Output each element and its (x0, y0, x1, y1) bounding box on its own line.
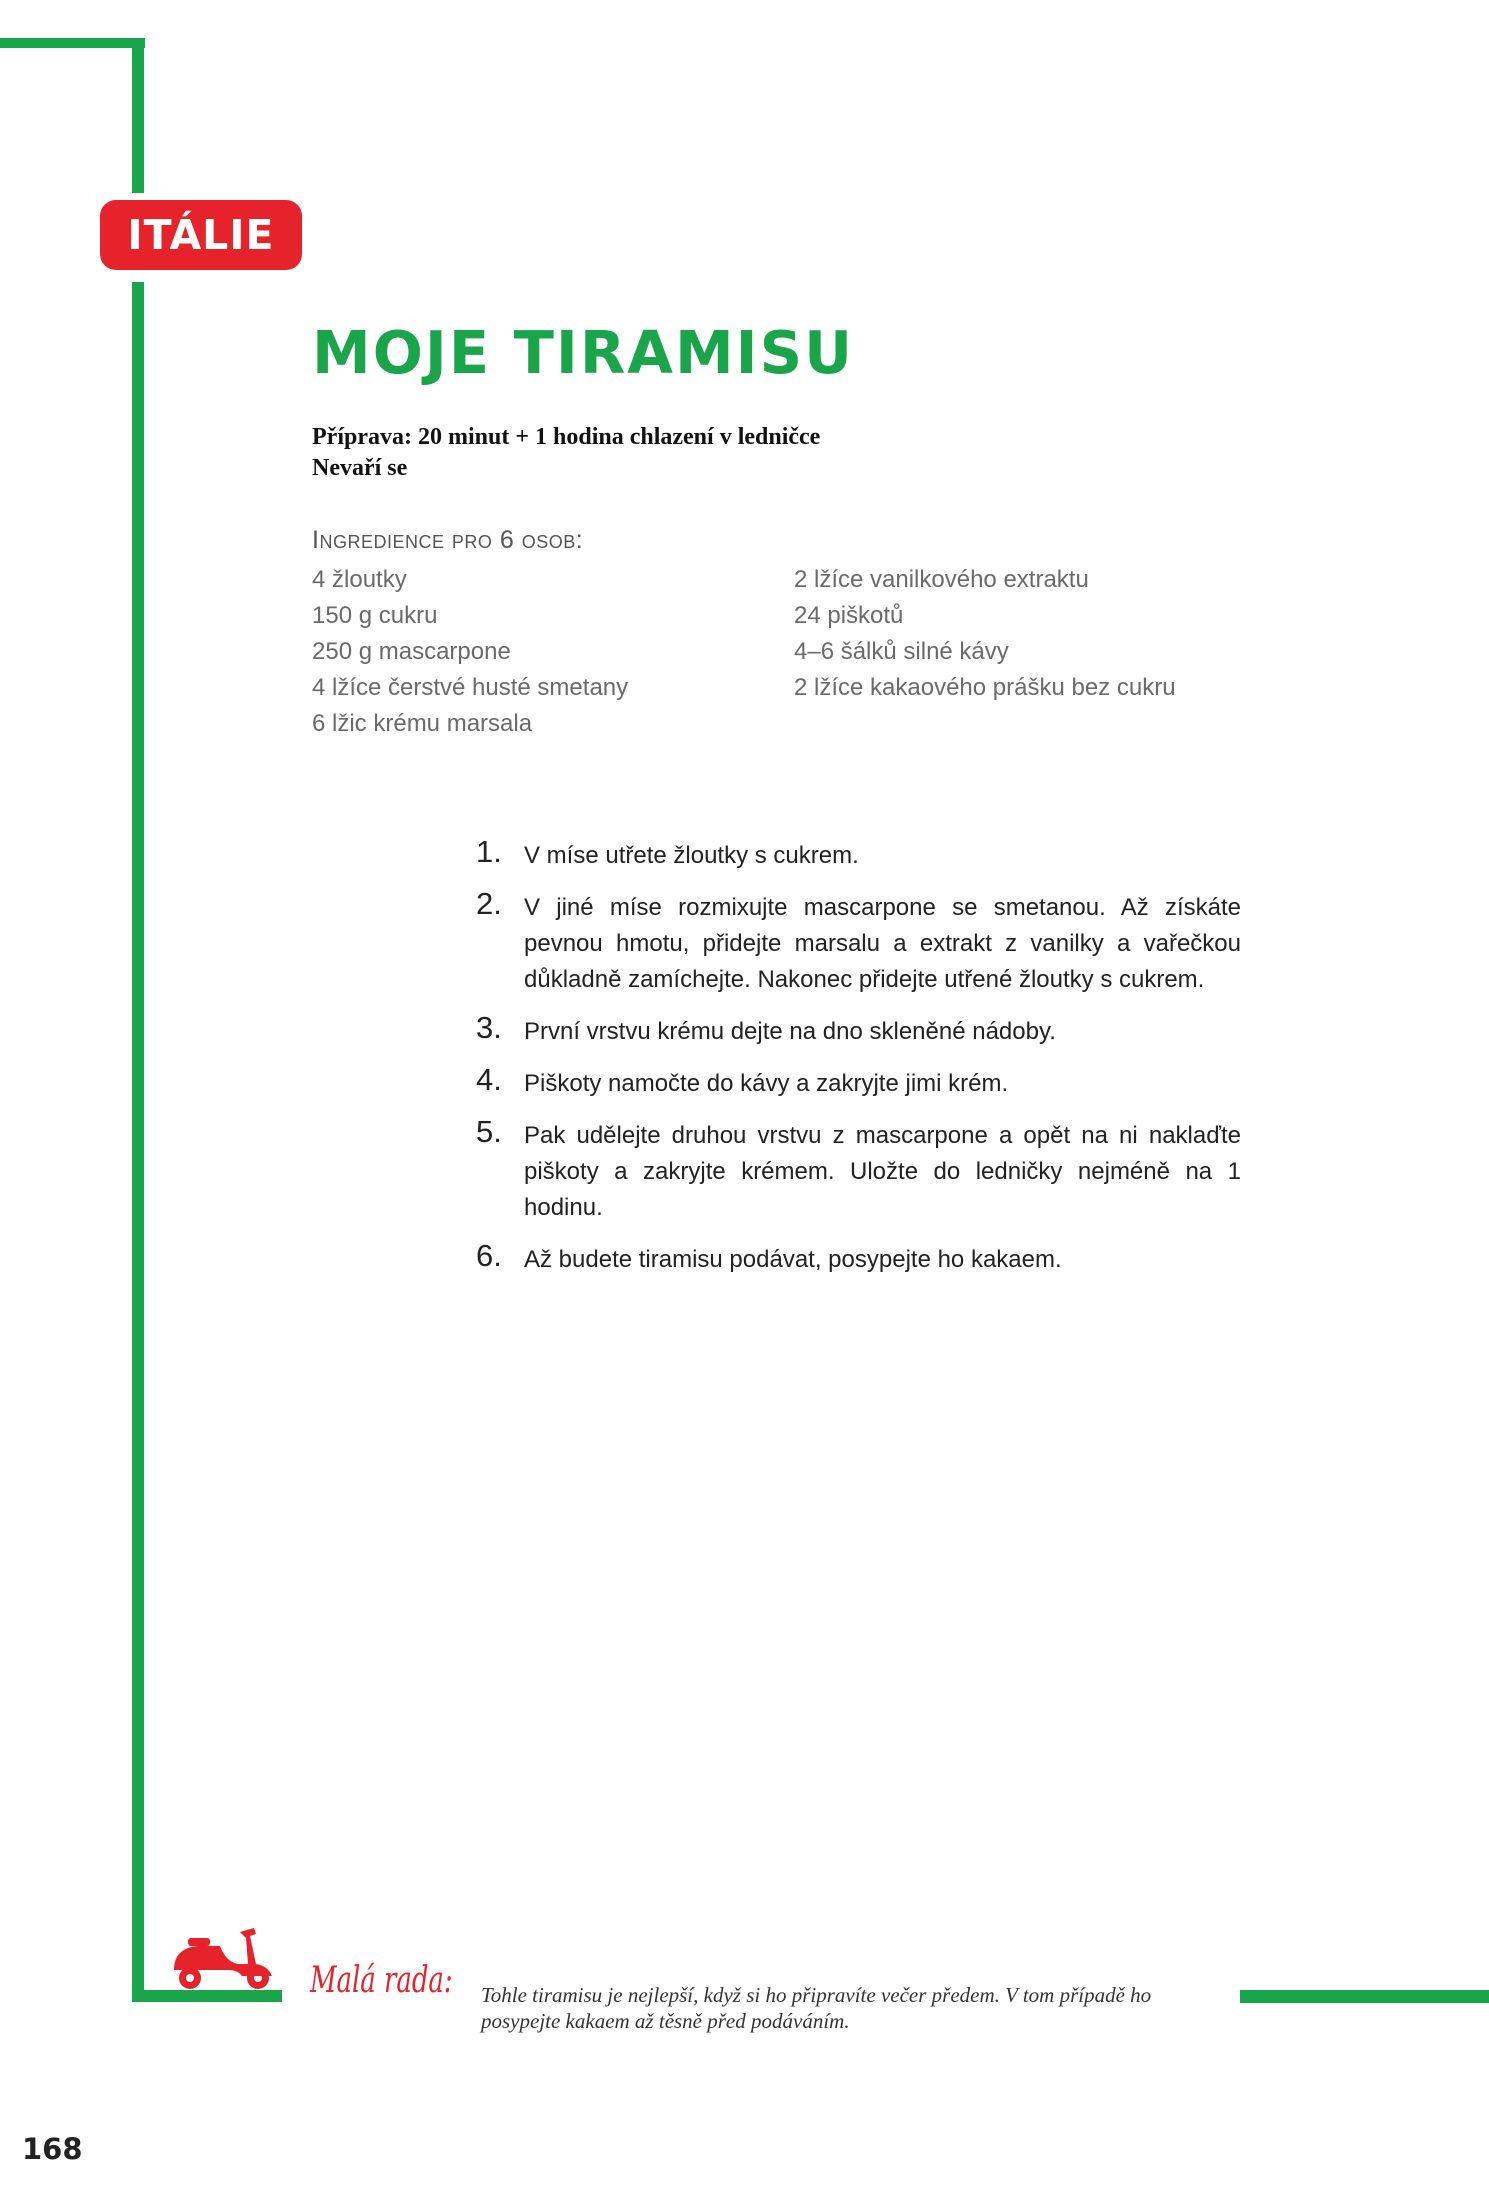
step-text: První vrstvu krému dejte na dno skleněné nádoby. (524, 1018, 1056, 1045)
step-text: V jiné míse rozmixujte mascarpone se smetanou. Až získáte pevnou hmotu, přidejte marsalu a extrakt z vanilky a vařečkou důkladně zamíchejte. Nakonec přidejte utřené žloutky s cukrem. (524, 894, 1241, 993)
ingredient-item: 6 lžic krému marsala (312, 710, 533, 737)
step-text: Až budete tiramisu podávat, posypejte ho kakaem. (524, 1246, 1062, 1273)
scooter-icon (168, 1918, 278, 1992)
section-tag: ITÁLIE (100, 200, 302, 270)
step-number: 1. (476, 834, 502, 869)
prep-time: Příprava: 20 minut + 1 hodina chlazení v ledničce (312, 424, 821, 450)
green-border-right (1240, 1990, 1489, 2003)
prep-info (312, 422, 820, 484)
ingredient-item: 4–6 šálků silné kávy (794, 638, 1009, 665)
ingredient-item: 24 piškotů (794, 602, 904, 629)
ingredients-list-right (794, 562, 1176, 706)
step-text: Piškoty namočte do kávy a zakryjte jimi krém. (524, 1070, 1009, 1097)
step-item (476, 1062, 1241, 1102)
ingredients-list-left (312, 562, 628, 742)
step-number: 4. (476, 1062, 502, 1097)
steps-list (476, 834, 1241, 1294)
step-number: 2. (476, 886, 502, 921)
tip-text: Tohle tiramisu je nejlepší, když si ho připravíte večer předem. V tom případě ho posypejte kakaem až těsně před podáváním. (481, 1983, 1152, 2033)
step-item (476, 1114, 1241, 1226)
cook-note: Nevaří se (312, 455, 408, 481)
tip-label: Malá rada: (310, 1960, 453, 2001)
step-text: Pak udělejte druhou vrstvu z mascarpone a opět na ni naklaďte piškoty a zakryjte krémem. Uložte do ledničky nejméně na 1 hodinu. (524, 1122, 1241, 1221)
ingredient-item: 4 lžíce čerstvé husté smetany (312, 674, 629, 701)
green-border-top (0, 38, 145, 48)
step-item (476, 1238, 1241, 1278)
ingredient-item: 2 lžíce kakaového prášku bez cukru (794, 674, 1176, 701)
green-border-left (132, 282, 144, 2002)
step-item (476, 1010, 1241, 1050)
ingredient-item: 2 lžíce vanilkového extraktu (794, 566, 1089, 593)
step-number: 3. (476, 1010, 502, 1045)
step-text: V míse utřete žloutky s cukrem. (524, 842, 859, 869)
recipe-title: MOJE TIRAMISU (312, 318, 855, 387)
ingredient-item: 4 žloutky (312, 566, 407, 593)
page-number: 168 (22, 2132, 83, 2166)
step-item (476, 834, 1241, 874)
step-item (476, 886, 1241, 998)
step-number: 5. (476, 1114, 502, 1149)
ingredients-heading: Ingredience pro 6 osob: (312, 526, 584, 554)
ingredient-item: 150 g cukru (312, 602, 438, 629)
step-number: 6. (476, 1238, 502, 1273)
green-border-left-upper (132, 38, 144, 193)
ingredient-item: 250 g mascarpone (312, 638, 511, 665)
